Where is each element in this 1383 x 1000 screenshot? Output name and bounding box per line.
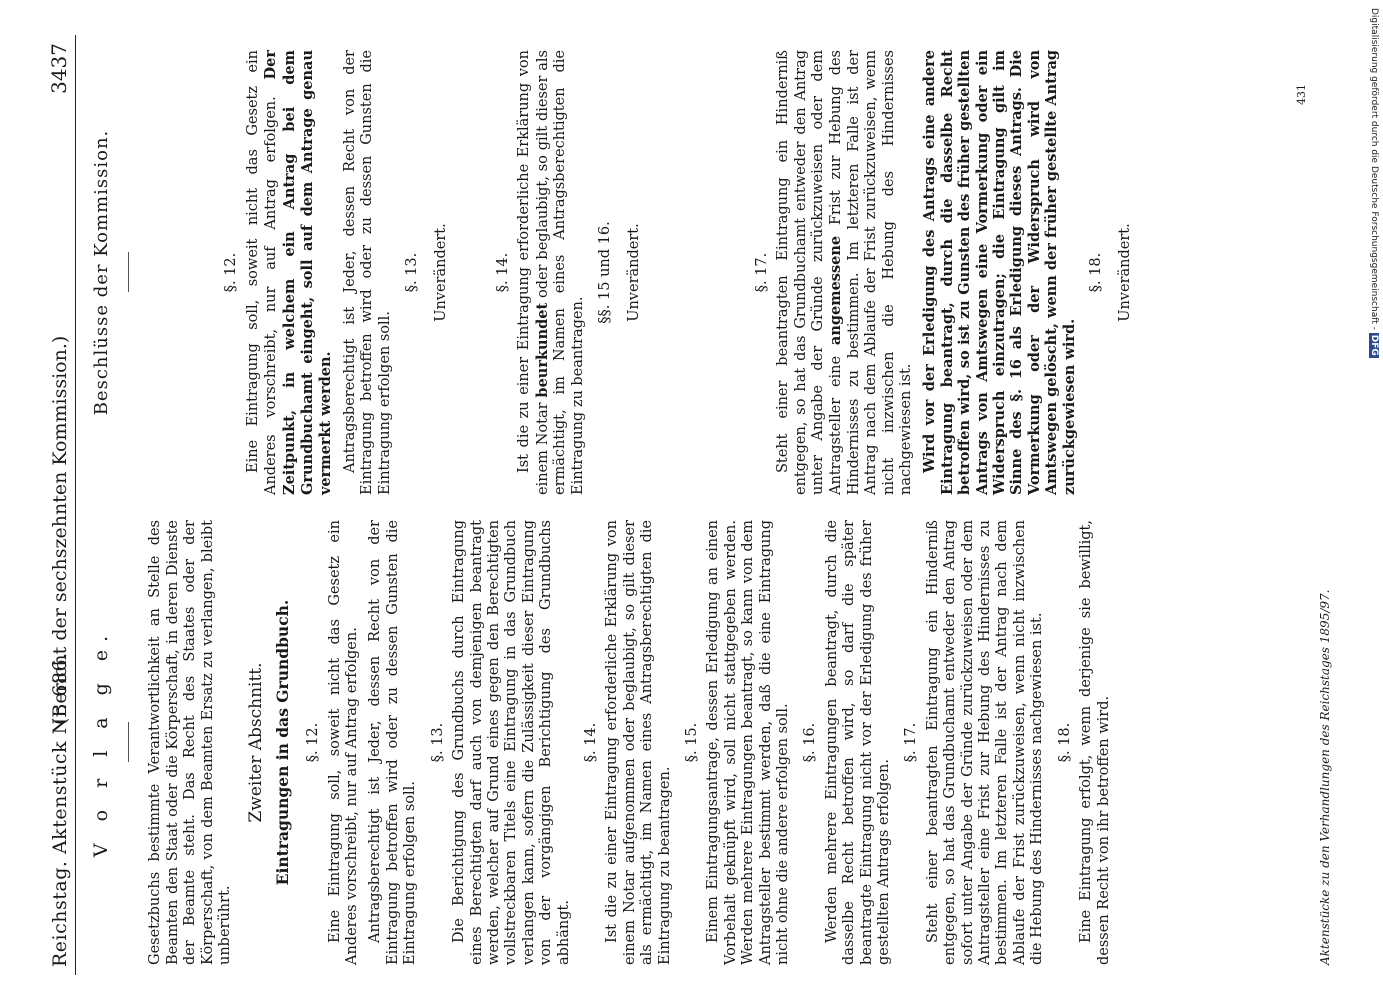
paragraph-17-heading: §. 17. [903, 722, 920, 763]
right-column-title: Beschlüsse der Kommission. [91, 129, 112, 416]
paragraph-12-text: Eine Eintragung soll, soweit nicht das Gesetz ein Anderes vorschreibt, nur auf Antrag erfolgen. [326, 520, 361, 965]
page-footnote: Aktenstücke zu den Verhandlungen des Reichstages 1895/97. [1318, 589, 1332, 965]
paragraph-17-text: Steht einer beantragten Eintragung ein Hinderniß entgegen, so hat das Grundbuchamt entweder den Antrag sofort unter Angabe der Gründe zurückzuweisen oder dem Antragsteller eine Frist zur Hebung des Hindernisses zu bestimmen. Im letzteren Falle ist der Antrag nach dem Ablaufe der Frist zurückzuweisen, wenn nicht inzwischen die Hebung des Hindernisses nachgewiesen ist. [924, 520, 1046, 965]
section-subheading: Eintragungen in das Grundbuch. [272, 599, 292, 886]
paragraph-12-part-1: Eine Eintragung soll, soweit nicht das Gesetz ein Anderes vorschreibt, nur auf Antrag erfolgen. [244, 50, 280, 495]
page-number: 3437 [47, 43, 71, 94]
title-rule-right [128, 253, 129, 293]
right-column [85, 50, 1147, 495]
paragraph-13-heading-right: §. 13. [404, 252, 421, 293]
paragraph-12-heading-right: §. 12. [223, 252, 240, 293]
paragraph-15-16-heading: §§. 15 und 16. [596, 221, 613, 324]
header-title: Reichstag. Aktenstück Nr. 686. [49, 652, 71, 967]
paragraph-16-text: Werden mehrere Eintragungen beantragt, durch die dasselbe Recht betroffen wird, so darf die später beantragte Eintragung nicht vor der Erledigung des früher gestellten Antrags erfolgen. [823, 520, 893, 965]
left-column [85, 520, 1119, 965]
paragraph-17-part-2: Frist zur Hebung des Hindernisses zu bestimmen. Im letzteren Falle ist der Antrag nach dem Ablaufe der Frist zurückzuweisen, wenn nicht inzwischen die Hebung des Hindernisses nachgewiesen ist. [828, 50, 914, 495]
paragraph-17-added-text: Wird vor der Erledigung des Antrags eine andere Eintragung beantragt, durch die dasselbe Recht betroffen wird, so ist zu Gunsten des früher gestellten Antrags von Amtswegen eine Vormerkung oder ein Widerspruch einzutragen; die Eintragung gilt im Sinne des §. 16 als Erledigung dieses Antrags. Die Vormerkung oder der Widerspruch wird von Amtswegen gelöscht, wenn der früher gestellte Antrag zurückgewiesen wird. [921, 50, 1078, 495]
unchanged-15-16: Unverändert. [626, 223, 643, 322]
paragraph-14-changed-word: beurkundet [533, 302, 551, 398]
document-page [45, 15, 1365, 975]
paragraph-12-text-right [245, 50, 336, 495]
sheet-signature: 431 [1295, 84, 1308, 105]
dfg-notice [1365, 8, 1379, 988]
paragraph-14-heading-right: §. 14. [494, 252, 511, 293]
header-subtitle: (Bericht der sechszehnten Kommission.) [49, 335, 71, 725]
paragraph-17-changed-word: angemessene [827, 235, 845, 346]
paragraph-14-part-2: oder beglaubigt, so gilt dieser als ermächtigt, im Namen eines Antragsberechtigten die Eintragung zu beantragen. [534, 50, 586, 495]
paragraph-17-part-1: Steht einer beantragten Eintragung ein Hinderniß entgegen, so hat das Grundbuchamt entweder den Antrag unter Angabe der Gründe zurückzuweisen oder dem Antragsteller eine [775, 50, 845, 495]
paragraph-18-heading: §. 18. [1056, 722, 1073, 763]
paragraph-17-text-right [775, 50, 915, 495]
paragraph-13-heading: §. 13. [429, 722, 446, 763]
paragraph-12-heading: §. 12. [305, 722, 322, 763]
left-column-title: V o r l a g e. [90, 627, 112, 858]
paragraph-14-part-1: Ist die zu einer Eintragung erforderliche Erklärung von einem Notar [516, 50, 551, 495]
unchanged-18: Unverändert. [1117, 223, 1134, 322]
page-header [45, 35, 76, 975]
dfg-logo: DFG [1369, 334, 1379, 356]
paragraph-17-heading-right: §. 17. [753, 252, 770, 293]
paragraph-14-heading: §. 14. [582, 722, 599, 763]
paragraph-18-heading-right: §. 18. [1088, 252, 1105, 293]
paragraph-14-text-right [516, 50, 587, 495]
paragraph-18-text: Eine Eintragung erfolgt, wenn derjenige sie bewilligt, dessen Recht von ihr betroffen wird. [1078, 520, 1112, 965]
section-heading: Zweiter Abschnitt. [246, 662, 267, 823]
paragraph-12-text-right-2: Antragsberechtigt ist Jeder, dessen Recht von der Eintragung betroffen wird oder zu dessen Gunsten die Eintragung erfolgen soll. [341, 50, 393, 495]
unchanged-13: Unverändert. [433, 223, 450, 322]
paragraph-16-heading: §. 16. [802, 722, 819, 763]
dfg-notice-text: Digitalisierung gefördert durch die Deutsche Forschungsgemeinschaft - [1369, 8, 1379, 330]
title-rule [128, 723, 129, 763]
paragraph-15-heading: §. 15. [683, 722, 700, 763]
paragraph-15-text: Einem Eintragungsantrage, dessen Erledigung an einen Vorbehalt geknüpft wird, soll nicht stattgegeben werden. Werden mehrere Eintragungen beantragt, so kann von dem Antragsteller bestimmt werden, daß die eine Eintragung nicht ohne die andere erfolgen soll. [705, 520, 791, 965]
paragraph-12-text-2: Antragsberechtigt ist Jeder, dessen Recht von der Eintragung betroffen wird oder zu dessen Gunsten die Eintragung erfolgen soll. [367, 520, 419, 965]
paragraph-13-text: Die Berichtigung des Grundbuchs durch Eintragung eines Berechtigten darf auch von demjenigen beantragt werden, welcher auf Grund eines gegen den Berechtigten vollstreckbaren Titels eine Eintragung in das Grundbuch verlangen kann, sofern die Zulässigkeit dieser Eintragung von der vorgängigen Berichtigung des Grundbuchs abhängt. [451, 520, 572, 965]
paragraph-12-added-text: Der Zeitpunkt, in welchem ein Antrag bei dem Grundbuchamt eingeht, soll auf dem Antrage genau vermerkt werden. [262, 50, 335, 495]
intro-paragraph: Gesetzbuchs bestimmte Verantwortlichkeit an Stelle des Beamten den Staat oder die Körperschaft, in deren Dienste der Beamte steht. Das Recht des Staates oder der Körperschaft, von dem Beamten Ersatz zu verlangen, bleibt unberührt. [147, 520, 234, 965]
paragraph-14-text: Ist die zu einer Eintragung erforderliche Erklärung von einem Notar aufgenommen oder beglaubigt, so gilt dieser als ermächtigt, im Namen eines Antragsberechtigten die Eintragung zu beantragen. [604, 520, 673, 965]
